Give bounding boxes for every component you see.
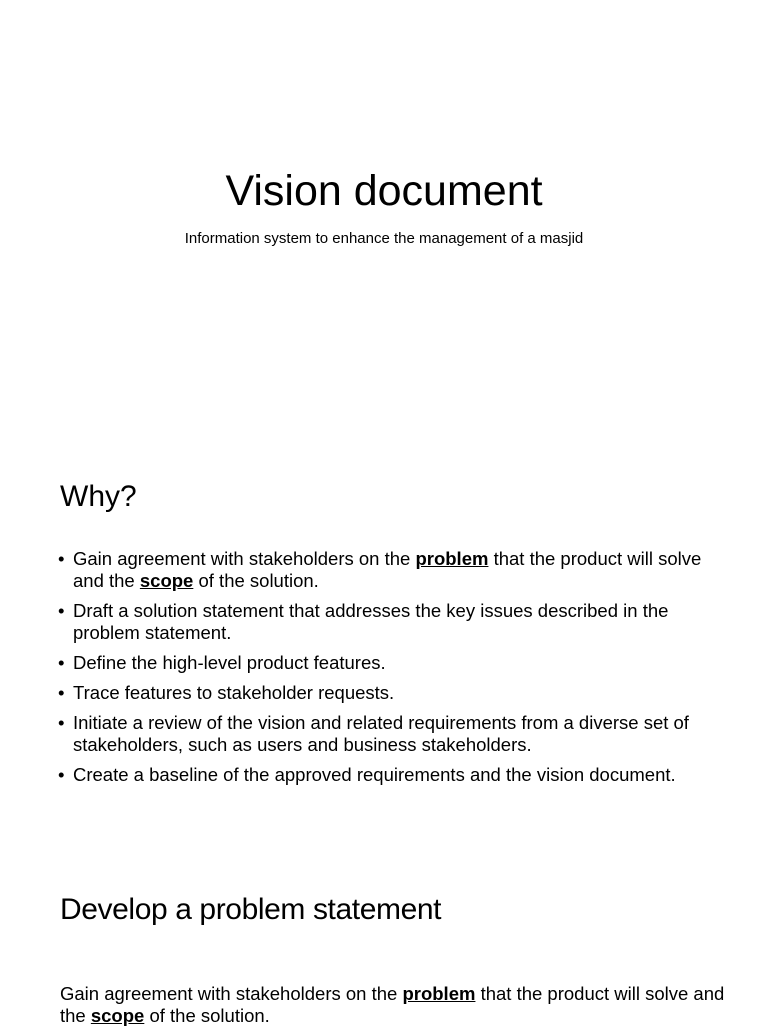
document-title: Vision document xyxy=(225,167,543,215)
list-item xyxy=(58,712,728,756)
emphasis-problem: problem xyxy=(402,983,476,1004)
list-item xyxy=(58,600,728,644)
paragraph-text: of the solution. xyxy=(144,1005,270,1026)
bullet-icon: • xyxy=(58,548,65,569)
why-slide xyxy=(0,432,768,864)
bullet-icon: • xyxy=(58,712,65,733)
body-paragraph xyxy=(60,983,740,1027)
list-item xyxy=(58,652,728,674)
problem-statement-slide xyxy=(0,864,768,1024)
bullet-list xyxy=(58,548,728,794)
slide-heading: Develop a problem statement xyxy=(60,893,442,926)
list-item xyxy=(58,764,728,786)
slide-heading: Why? xyxy=(60,480,137,513)
paragraph-text: that the product will solve and the xyxy=(60,983,725,1026)
bullet-text: Initiate a review of the vision and related requirements from a diverse set of stakeholders, such as users and business stakeholders. xyxy=(73,712,689,755)
list-item xyxy=(58,548,728,592)
bullet-icon: • xyxy=(58,652,65,673)
bullet-icon: • xyxy=(58,764,65,785)
list-item xyxy=(58,682,728,704)
paragraph-text: Gain agreement with stakeholders on the xyxy=(60,983,403,1004)
bullet-text: Define the high-level product features. xyxy=(73,652,386,673)
bullet-text: that the product will solve and the xyxy=(73,548,702,591)
bullet-text: Trace features to stakeholder requests. xyxy=(73,682,395,703)
emphasis-scope: scope xyxy=(139,570,194,591)
emphasis-scope: scope xyxy=(90,1005,145,1026)
emphasis-problem: problem xyxy=(415,548,489,569)
bullet-icon: • xyxy=(58,682,65,703)
bullet-icon: • xyxy=(58,600,65,621)
document-subtitle: Information system to enhance the management of a masjid xyxy=(184,230,584,247)
bullet-text: of the solution. xyxy=(193,570,319,591)
bullet-text: Draft a solution statement that addresses the key issues described in the problem statement. xyxy=(73,600,669,643)
bullet-text: Gain agreement with stakeholders on the xyxy=(73,548,416,569)
bullet-text: Create a baseline of the approved requirements and the vision document. xyxy=(73,764,676,785)
title-slide xyxy=(0,0,768,432)
